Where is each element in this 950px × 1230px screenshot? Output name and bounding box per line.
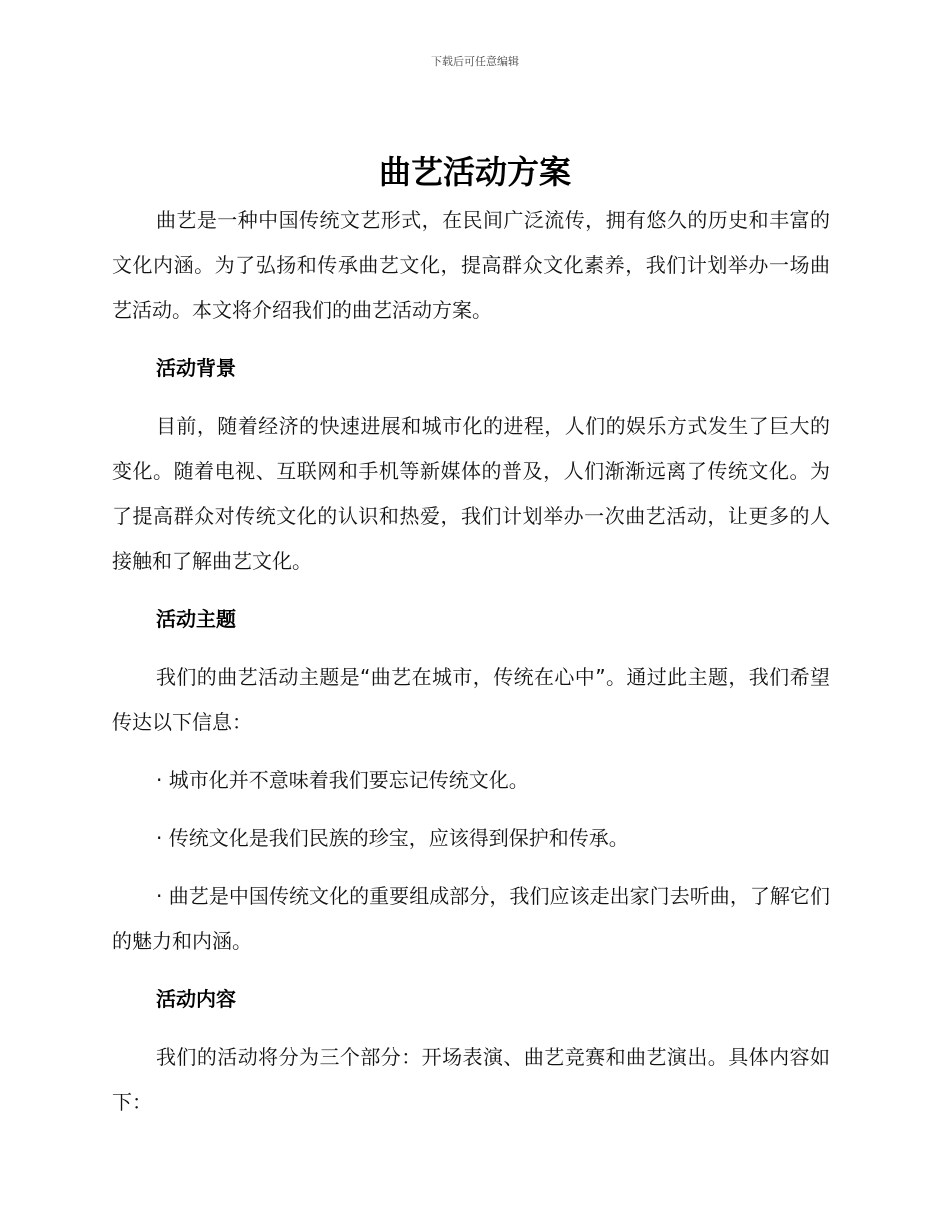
- section-heading-background: 活动背景: [156, 356, 236, 380]
- section-paragraph-background: 目前，随着经济的快速进展和城市化的进程，人们的娱乐方式发生了巨大的变化。随着电视、互联网和手机等新媒体的普及，人们渐渐远离了传统文化。为了提高群众对传统文化的认识和热爱，我们计划举办一次曲艺活动，让更多的人接触和了解曲艺文化。: [112, 414, 830, 573]
- bullet-item: · 曲艺是中国传统文化的重要组成部分，我们应该走出家门去听曲，了解它们的魅力和内涵。: [112, 884, 830, 953]
- intro-paragraph: 曲艺是一种中国传统文艺形式，在民间广泛流传，拥有悠久的历史和丰富的文化内涵。为了弘扬和传承曲艺文化，提高群众文化素养，我们计划举办一场曲艺活动。本文将介绍我们的曲艺活动方案。: [112, 208, 830, 322]
- section-paragraph-content: 我们的活动将分为三个部分：开场表演、曲艺竞赛和曲艺演出。具体内容如下：: [112, 1045, 830, 1114]
- section-heading-content: 活动内容: [156, 987, 236, 1011]
- section-paragraph-theme: 我们的曲艺活动主题是“曲艺在城市，传统在心中”。通过此主题，我们希望传达以下信息：: [112, 665, 830, 734]
- section-heading-theme: 活动主题: [156, 607, 236, 631]
- document-title: 曲艺活动方案: [378, 153, 571, 191]
- document-body: [112, 198, 830, 1125]
- page-header: 下载后可任意编辑: [431, 55, 519, 68]
- bullet-item: · 传统文化是我们民族的珍宝，应该得到保护和传承。: [156, 826, 629, 850]
- bullet-item: · 城市化并不意味着我们要忘记传统文化。: [156, 768, 529, 792]
